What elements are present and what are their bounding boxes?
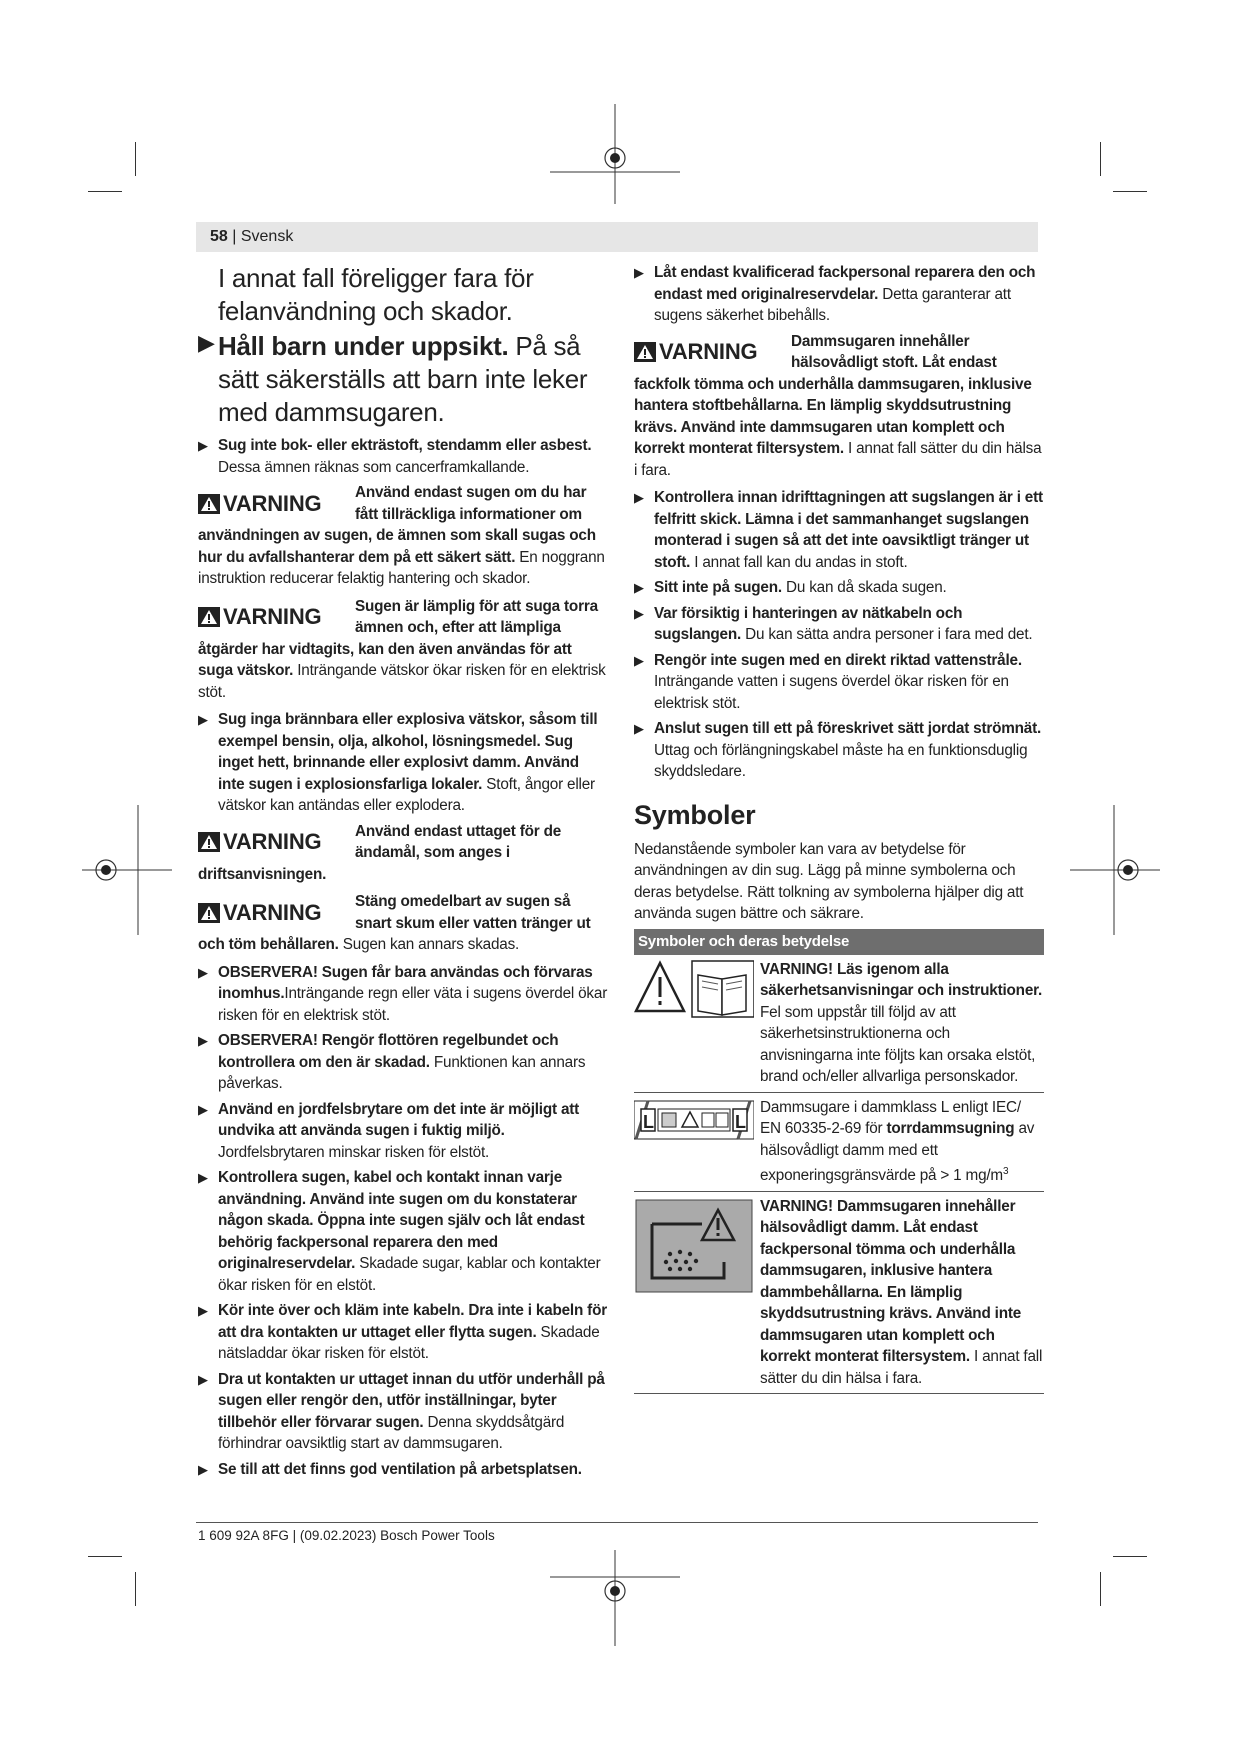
text: I annat fall kan du andas in stoft.	[690, 553, 908, 571]
bold-text: OBSERVERA! Sugen får bara användas och förvaras inomhus.	[218, 963, 593, 1002]
warning-label: VARNING	[223, 604, 322, 629]
crop-mark	[135, 142, 136, 176]
footer: 1 609 92A 8FG | (09.02.2023) Bosch Power Tools	[198, 1528, 495, 1543]
bullet-arrow-icon: ▶	[198, 712, 208, 727]
registration-mark-right	[1070, 805, 1160, 935]
text: Dammsugare i dammklass L enligt IEC/ EN 60335-2-69 för	[760, 1098, 1021, 1137]
text: En noggrann instruktion reducerar felaktig hantering och skador.	[198, 548, 605, 587]
warning-first-line: Använd endast sugen om du har fått tillräckliga informationer om	[355, 484, 587, 523]
bullet-arrow-icon: ▶	[198, 1033, 208, 1048]
bold-text: Se till att det finns god ventilation på arbetsplatsen.	[218, 1460, 582, 1478]
text: Jordfelsbrytaren minskar risken för elstöt.	[218, 1143, 490, 1161]
page-number: 58	[210, 228, 228, 245]
text: Inträngande regn eller väta i sugens överdel ökar risken för en elektrisk stöt.	[218, 985, 608, 1024]
registration-mark-bottom	[550, 1550, 680, 1650]
bold-text: OBSERVERA! Rengör flottören regelbundet och kontrollera om den är skadad.	[218, 1032, 559, 1071]
list-item	[198, 330, 608, 429]
symbol-table-header: Symboler och deras betydelse	[634, 929, 1044, 955]
bullet-arrow-icon: ▶	[634, 490, 644, 505]
crop-mark	[1100, 142, 1101, 176]
bold-text: Använd en jordfelsbrytare om det inte är möjligt att undvika att använda sugen i fuktig miljö.	[218, 1100, 580, 1139]
bold-text: driftsanvisningen.	[198, 865, 327, 883]
paragraph: I annat fall föreligger fara för felanvändning och skador.	[218, 263, 534, 326]
bold-text: Sug inte bok- eller ekträstoft, stendamm eller asbest.	[218, 437, 592, 454]
text: Uttag och förlängningskabel måste ha en funktionsduglig skyddsledare.	[654, 741, 1028, 780]
warning-block	[198, 821, 608, 886]
warning-block	[198, 482, 608, 590]
warning-first-line: Stäng omedelbart av sugen så snart skum eller vatten tränger ut	[355, 893, 591, 932]
page-language: Svensk	[240, 228, 294, 245]
bold-text: Sitt inte på sugen.	[654, 579, 782, 596]
bullet-arrow-icon: ▶	[198, 330, 215, 355]
bullet-arrow-icon: ▶	[198, 438, 208, 453]
text: Stoft, ångor eller vätskor kan antändas eller explodera.	[218, 775, 595, 814]
bullet-arrow-icon: ▶	[198, 1101, 208, 1117]
bullet-arrow-icon: ▶	[198, 1303, 208, 1318]
warning-triangle-icon	[198, 903, 220, 923]
warning-block	[198, 891, 608, 956]
symbol-row	[634, 955, 1044, 1093]
bold-text: Låt endast kvalificerad fackpersonal reparera den och endast med originalreservdelar.	[654, 264, 1036, 303]
bullet-arrow-icon: ▶	[634, 580, 644, 595]
section-title: Symboler	[634, 799, 756, 830]
list-item	[634, 650, 1044, 715]
list-item	[198, 709, 608, 817]
text: Du kan då skada sugen.	[781, 579, 947, 596]
symbol-row	[634, 1192, 1044, 1395]
crop-mark	[1113, 191, 1147, 192]
list-item	[198, 435, 608, 478]
bold-text: VARNING! Läs igenom alla säkerhetsanvisningar och instruktioner.	[760, 960, 1043, 999]
section-intro: Nedanstående symboler kan vara av betydelse för användningen av din sug. Lägg på minne symbolerna och deras betydelse. Rätt tolkning av symbolerna hjälper dig att använda sugen bättre och säkrare.	[634, 840, 1024, 922]
bold-text: användningen av sugen, de ämnen som skall sugas och hur du avfallshanterar dem på ett säkert sätt.	[198, 527, 596, 566]
bold-text: Kontrollera innan idrifttagningen att sugslangen är i ett felfritt skick. Lämna i det sammanhanget sugslangen monterad i sugen så att det inte oavsiktligt tränger ut stoft.	[654, 489, 1043, 571]
left-column	[198, 262, 608, 1484]
warning-triangle-icon	[198, 494, 220, 514]
dust-class-l-icon	[634, 1097, 754, 1143]
bold-text: Anslut sugen till ett på föreskrivet sätt jordat strömnät.	[654, 720, 1042, 737]
bold-text: Rengör inte sugen med en direkt riktad vattenstråle.	[654, 651, 1022, 669]
bold-text: Var försiktig i hanteringen av nätkabeln och sugslangen.	[654, 604, 963, 643]
list-item	[634, 487, 1044, 573]
bold-text: Kontrollera sugen, kabel och kontakt innan varje användning. Använd inte sugen om du konstaterar någon skada. Öppna inte sugen själv och låt endast behörig fackpersonal reparera den med originalreservdelar.	[218, 1169, 585, 1272]
bold-text: torrdammsugning	[886, 1120, 1015, 1137]
list-item	[198, 962, 608, 1027]
footer-divider	[196, 1522, 1038, 1523]
bullet-arrow-icon: ▶	[198, 1461, 208, 1477]
text: Skadade nätsladdar ökar risken för elstöt.	[218, 1323, 600, 1362]
text: Sugen kan annars skadas.	[338, 936, 520, 953]
list-item	[198, 1099, 608, 1164]
text: I annat fall sätter du din hälsa i fara.	[760, 1348, 1043, 1387]
crop-mark	[88, 1556, 122, 1557]
bullet-arrow-icon: ▶	[634, 652, 644, 668]
dust-class-letter-left: L	[643, 1111, 654, 1132]
registration-mark-left	[82, 805, 172, 935]
bullet-arrow-icon: ▶	[634, 721, 644, 736]
list-item	[198, 1459, 608, 1481]
crop-mark	[1100, 1572, 1101, 1606]
dust-class-letter-right: L	[735, 1111, 746, 1132]
list-item	[634, 262, 1044, 327]
text: I annat fall sätter du din hälsa i fara.	[634, 440, 1042, 479]
list-item	[198, 1369, 608, 1455]
bold-text: åtgärder har vidtagits, kan den även användas för att suga vätskor.	[198, 640, 572, 679]
list-item	[634, 603, 1044, 646]
text: På så sätt säkerställs att barn inte leker med dammsugaren.	[218, 331, 588, 427]
bullet-arrow-icon: ▶	[198, 1371, 208, 1387]
bullet-arrow-icon: ▶	[198, 1170, 208, 1185]
bold-text: Kör inte över och kläm inte kabeln. Dra inte i kabeln för att dra kontakten ur uttaget eller flytta sugen.	[218, 1302, 607, 1341]
superscript: 3	[1002, 1166, 1009, 1177]
warning-label: VARNING	[223, 490, 322, 516]
list-item	[634, 718, 1044, 783]
warning-label: VARNING	[659, 339, 758, 364]
text: Skadade sugar, kablar och kontakter ökar risken för en elstöt.	[218, 1255, 601, 1294]
warning-first-line: Sugen är lämplig för att suga torra ämnen och, efter att lämpliga	[355, 597, 598, 636]
warning-triangle-icon	[634, 342, 656, 362]
warning-label: VARNING	[223, 899, 322, 925]
warning-read-manual-icon	[634, 959, 754, 1021]
right-column	[634, 262, 1044, 1394]
warning-triangle-icon	[198, 832, 220, 852]
text: Inträngande vatten i sugens överdel ökar risken för en elektrisk stöt.	[654, 673, 1009, 712]
hazardous-dust-container-icon	[634, 1196, 754, 1296]
list-item	[198, 1300, 608, 1365]
list-item	[198, 1167, 608, 1296]
text: Inträngande vätskor ökar risken för en elektrisk stöt.	[198, 662, 606, 701]
text: av hälsovådligt damm med ett exponeringsgränsvärde på > 1 mg/m	[760, 1120, 1035, 1185]
bullet-arrow-icon: ▶	[634, 605, 644, 621]
text: Detta garanterar att sugens säkerhet bibehålls.	[654, 285, 1011, 324]
text: Funktionen kan annars påverkas.	[218, 1053, 586, 1092]
warning-block	[634, 331, 1044, 482]
warning-first-line: Använd endast uttaget för de ändamål, som anges i	[355, 822, 562, 861]
symbol-row	[634, 1093, 1044, 1192]
warning-label: VARNING	[223, 829, 322, 854]
bold-text: Dra ut kontakten ur uttaget innan du utför underhåll på sugen eller rengör den, utför inställningar, byter tillbehör eller förvarar sugen.	[218, 1370, 605, 1431]
list-item	[634, 577, 1044, 599]
warning-first-line: Dammsugaren innehåller hälsovådligt stoft. Låt endast	[791, 332, 997, 371]
crop-mark	[1113, 1556, 1147, 1557]
text: Du kan sätta andra personer i fara med det.	[741, 626, 1033, 643]
bold-text: Sug inga brännbara eller explosiva vätskor, såsom till exempel bensin, olja, alkohol, lösningsmedel. Sug inget hett, brinnande eller explosivt damm. Använd inte sugen i explosionsfarliga lokaler.	[218, 711, 598, 793]
bold-text: och töm behållaren.	[198, 936, 339, 953]
page-header: 58 | Svensk	[196, 222, 1038, 252]
text: Denna skyddsåtgärd förhindrar oavsiktlig start av dammsugaren.	[218, 1413, 565, 1452]
text: Fel som uppstår till följd av att säkerhetsinstruktionerna och anvisningarna inte följts kan orsaka elstöt, brand och/eller allvarliga personskador.	[760, 1003, 1036, 1085]
warning-triangle-icon	[198, 607, 220, 627]
warning-block	[198, 596, 608, 704]
bullet-arrow-icon: ▶	[634, 265, 644, 280]
bold-text: VARNING! Dammsugaren innehåller hälsovådligt damm. Låt endast fackpersonal tömma och underhålla dammsugaren, inklusive hantera dammbehållarna. En lämplig skyddsutrustning krävs. Använd inte dammsugaren utan komplett och korrekt monterat filtersystem.	[760, 1197, 1022, 1366]
bold-text: Håll barn under uppsikt.	[218, 331, 509, 361]
bullet-arrow-icon: ▶	[198, 964, 208, 980]
text: Dessa ämnen räknas som cancerframkallande.	[218, 458, 530, 476]
crop-mark	[88, 191, 122, 192]
registration-mark-top	[550, 104, 680, 204]
bold-text: fackfolk tömma och underhålla dammsugaren, inklusive hantera stoftbehållarna. En lämplig skyddsutrustning krävs. Använd inte dammsugaren utan komplett och korrekt monterat filtersystem.	[634, 375, 1032, 457]
list-item	[198, 1030, 608, 1095]
crop-mark	[135, 1572, 136, 1606]
